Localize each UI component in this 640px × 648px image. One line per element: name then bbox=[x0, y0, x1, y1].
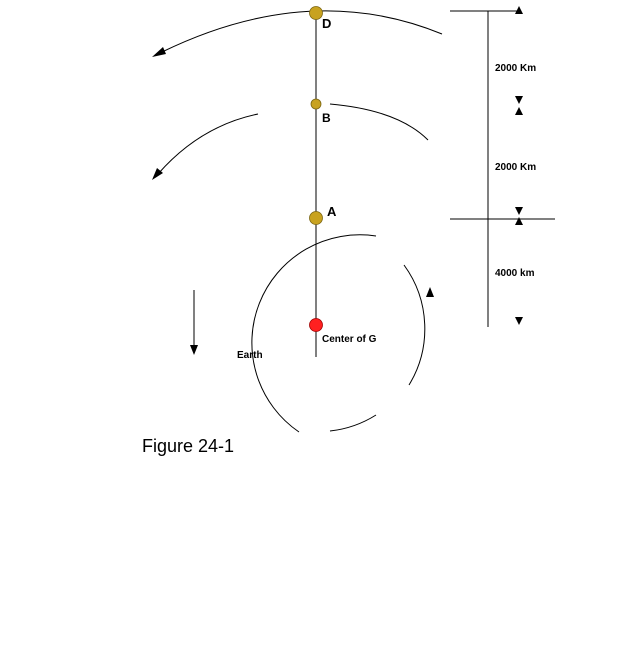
distance-label-upper: 2000 Km bbox=[495, 63, 537, 74]
point-a-label: A bbox=[327, 204, 337, 219]
point-a-marker bbox=[310, 212, 323, 225]
orbit-arc-b-left bbox=[158, 114, 258, 174]
point-b-marker bbox=[311, 99, 321, 109]
rotation-arrow-right-head bbox=[426, 287, 434, 297]
point-d-label: D bbox=[322, 16, 332, 31]
earth-label: Earth bbox=[237, 350, 263, 361]
orbit-arrow-d bbox=[152, 47, 166, 57]
point-b-label: B bbox=[322, 111, 331, 125]
point-d-marker bbox=[310, 7, 323, 20]
figure-caption: Figure 24-1 bbox=[142, 436, 235, 456]
orbit-arc-d bbox=[162, 11, 442, 52]
orbit-arc-b-right bbox=[330, 104, 428, 140]
center-label: Center of G bbox=[322, 334, 377, 345]
center-marker bbox=[310, 319, 323, 332]
distance-label-lower: 4000 km bbox=[495, 268, 535, 279]
distance-label-middle: 2000 Km bbox=[495, 162, 537, 173]
rotation-arrow-left-head bbox=[190, 345, 198, 355]
